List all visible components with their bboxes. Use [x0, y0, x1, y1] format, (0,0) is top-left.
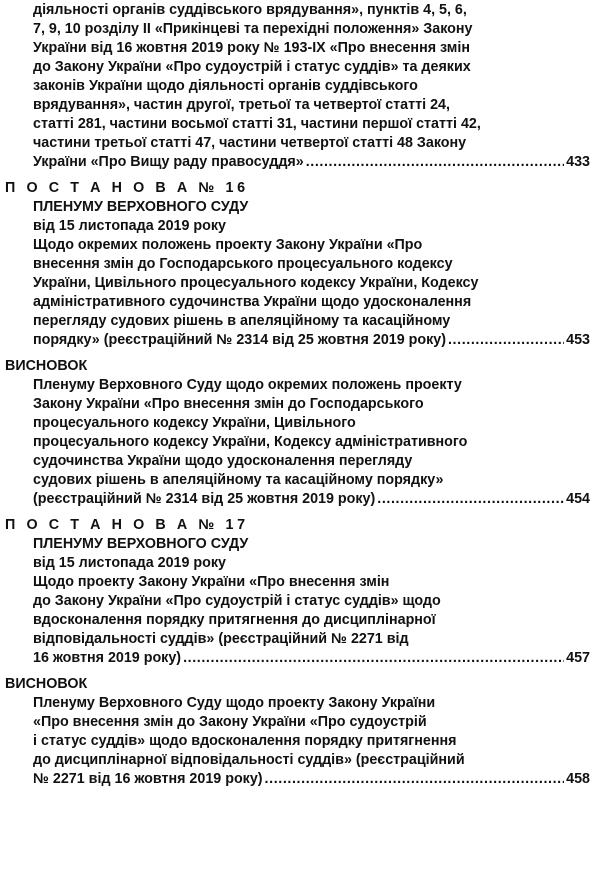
entry-text-line: внесення змін до Господарського процесуального кодексу [33, 256, 453, 272]
entry-text-line: діяльності органів суддівського врядування», пунктів 4, 5, 6, [33, 2, 467, 18]
entry-text-line: Щодо проекту Закону України «Про внесення змін [33, 574, 390, 590]
dot-leader [183, 649, 564, 668]
entry-text-line: ПЛЕНУМУ ВЕРХОВНОГО СУДУ [33, 199, 249, 215]
entry-text-line: і статус суддів» щодо вдосконалення порядку притягнення [33, 733, 457, 749]
entry-text-line: статті 281, частини восьмої статті 31, частини першої статті 42, [33, 116, 481, 132]
entry-text-line: врядування», частин другої, третьої та четвертої статті 24, [33, 97, 450, 113]
entry-text-line: частини третьої статті 47, частини четвертої статті 48 Закону [33, 135, 467, 151]
entry-text-line: до Закону України «Про судоустрій і статус суддів» щодо [33, 593, 441, 609]
entry-text-line: до Закону України «Про судоустрій і статус суддів» та деяких [33, 59, 471, 75]
dot-leader [306, 153, 564, 172]
entry-text-line: Пленуму Верховного Суду щодо окремих положень проекту [33, 377, 462, 393]
entry-last-text: (реєстраційний № 2314 від 25 жовтня 2019 року) [33, 491, 376, 507]
page-number: 458 [566, 771, 590, 787]
entry-text-line: процесуального кодексу України, Кодексу адміністративного [33, 434, 468, 450]
entry-last-line [0, 331, 590, 350]
entry-last-line [0, 490, 590, 509]
toc-entry [0, 675, 600, 789]
entry-text-line: перегляду судових рішень в апеляційному та касаційному [33, 313, 451, 329]
entry-text-line: до дисциплінарної відповідальності суддів» (реєстраційний [33, 752, 465, 768]
entry-text-line: судочинства України щодо удосконалення перегляду [33, 453, 413, 469]
entry-last-text: № 2271 від 16 жовтня 2019 року) [33, 771, 263, 787]
dot-leader [265, 770, 565, 789]
entry-last-text: 16 жовтня 2019 року) [33, 650, 182, 666]
entry-text-line: ПЛЕНУМУ ВЕРХОВНОГО СУДУ [33, 536, 249, 552]
entry-heading: ВИСНОВОК [5, 676, 88, 692]
entry-text-line: відповідальності суддів» (реєстраційний № 2271 від [33, 631, 409, 647]
entry-heading: П О С Т А Н О В А № 16 [5, 180, 249, 196]
entry-text-line: Щодо окремих положень проекту Закону України «Про [33, 237, 423, 253]
entry-text-line: Закону України «Про внесення змін до Господарського [33, 396, 424, 412]
entry-text-line: адміністративного судочинства України щодо удосконалення [33, 294, 472, 310]
page-number: 453 [566, 332, 590, 348]
entry-text-line: процесуального кодексу України, Цивільного [33, 415, 356, 431]
entry-text-line: судових рішень в апеляційному та касаційному порядку» [33, 472, 444, 488]
page-number: 454 [566, 491, 590, 507]
page-number: 457 [566, 650, 590, 666]
toc-entry [0, 357, 600, 509]
entry-last-text: порядку» (реєстраційний № 2314 від 25 жовтня 2019 року) [33, 332, 446, 348]
entry-text-line: законів України щодо діяльності органів суддівського [33, 78, 418, 94]
entry-text-line: від 15 листопада 2019 року [33, 555, 226, 571]
entry-text-line: України від 16 жовтня 2019 року № 193-IX «Про внесення змін [33, 40, 470, 56]
entry-heading: ВИСНОВОК [5, 358, 88, 374]
entry-last-line [0, 770, 590, 789]
entry-text-line: 7, 9, 10 розділу II «Прикінцеві та перехідні положення» Закону [33, 21, 473, 37]
toc-entry [0, 1, 600, 172]
entry-text-line: вдосконалення порядку притягнення до дисциплінарної [33, 612, 436, 628]
entry-text-line: Пленуму Верховного Суду щодо проекту Закону України [33, 695, 436, 711]
entry-text-line: від 15 листопада 2019 року [33, 218, 226, 234]
entry-last-text: України «Про Вищу раду правосуддя» [33, 154, 304, 170]
entry-text-line: України, Цивільного процесуального кодексу України, Кодексу [33, 275, 479, 291]
toc-entry [0, 516, 600, 668]
entry-text-line: «Про внесення змін до Закону України «Про судоустрій [33, 714, 427, 730]
dot-leader [448, 331, 564, 350]
toc-entry [0, 179, 600, 350]
entry-last-line [0, 649, 590, 668]
entry-heading: П О С Т А Н О В А № 17 [5, 517, 249, 533]
dot-leader [377, 490, 564, 509]
entry-last-line [0, 153, 590, 172]
page-number: 433 [566, 154, 590, 170]
